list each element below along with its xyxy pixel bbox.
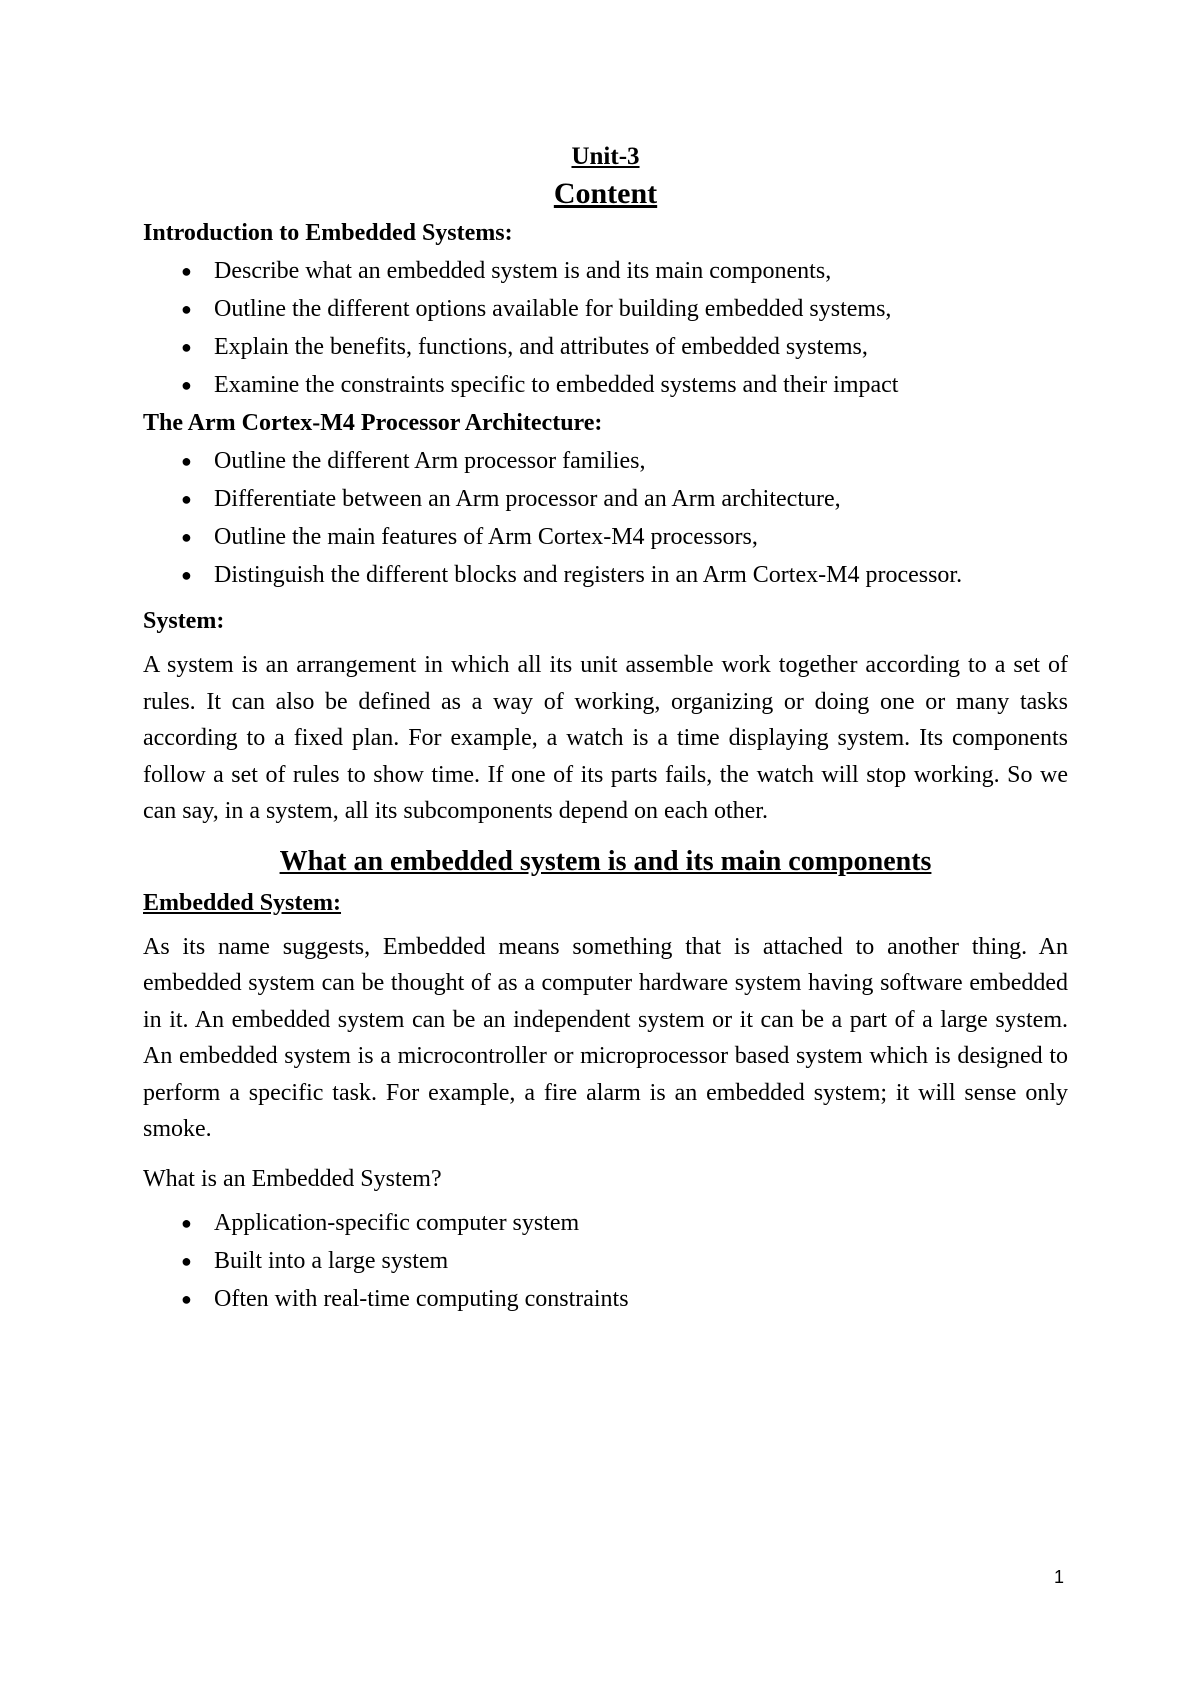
unit-title: Unit-3 [571,143,640,170]
bullet-icon: ● [181,1288,192,1309]
list-item [143,328,1068,366]
list-item-text: Outline the different options available for building embedded systems, [214,296,892,322]
intro-heading: Introduction to Embedded Systems: [143,220,513,246]
section-title: What an embedded system is and its main components [279,845,932,877]
list-item [143,442,1068,480]
spacer [143,640,1068,647]
list-item-text: Explain the benefits, functions, and attributes of embedded systems, [214,334,868,360]
page-content [143,140,1068,1318]
embedded-heading: Embedded System: [143,889,342,916]
list-item [143,290,1068,328]
bullet-icon: ● [181,375,192,395]
content-title: Content [553,177,658,210]
list-item-text: Outline the main features of Arm Cortex-M4 processors, [214,524,758,550]
list-item-text: Application-specific computer system [214,1209,580,1236]
system-paragraph: A system is an arrangement in which all its unit assemble work together according to a set of rules. It can also be defined as a way of working, organizing or doing one or many tasks according to a fixed plan. For example, a watch is a time displaying system. Its components follow a set of rules to show time. If one of its parts fails, the watch will stop working. So we can say, in a system, all its subcomponents depend on each other. [143,652,1068,824]
list-item-text: Often with real-time computing constraints [214,1285,629,1312]
list-item [143,366,1068,404]
list-item [143,518,1068,556]
arm-heading: The Arm Cortex-M4 Processor Architecture: [143,410,603,436]
list-item-text: Differentiate between an Arm processor and an Arm architecture, [214,486,841,512]
list-item [143,1242,1068,1280]
bullet-icon: ● [181,1250,192,1271]
arm-bullet-list [143,442,1068,594]
list-item-text: Outline the different Arm processor families, [214,448,646,474]
list-item [143,556,1068,594]
bullet-icon: ● [181,1212,192,1233]
bullet-icon: ● [181,337,192,357]
bullet-icon: ● [181,565,192,585]
bullet-icon: ● [181,451,192,471]
list-item-text: Distinguish the different blocks and registers in an Arm Cortex-M4 processor. [214,562,963,588]
embedded-paragraph: As its name suggests, Embedded means something that is attached to another thing. An embedded system can be thought of as a computer hardware system having software embedded in it. An embedded system can be an independent system or it can be a part of a large system. An embedded system is a microcontroller or microprocessor based system which is designed to perform a specific task. For example, a fire alarm is an embedded system; it will sense only smoke. [143,933,1068,1142]
spacer [143,594,1068,602]
bullet-icon: ● [181,299,192,319]
page-number: 1 [1054,1567,1065,1587]
list-item-text: Examine the constraints specific to embedded systems and their impact [214,372,899,398]
intro-bullet-list [143,252,1068,404]
spacer [143,922,1068,929]
list-item [143,480,1068,518]
spacer [143,830,1068,842]
system-heading: System: [143,608,225,634]
bullet-icon: ● [181,527,192,547]
list-item [143,1204,1068,1242]
bullet-icon: ● [181,489,192,509]
spacer [143,1148,1068,1160]
embedded-bullet-list [143,1204,1068,1318]
list-item-text: Built into a large system [214,1247,449,1274]
list-item [143,252,1068,290]
list-item-text: Describe what an embedded system is and its main components, [214,258,832,284]
bullet-icon: ● [181,261,192,281]
list-item [143,1280,1068,1318]
embedded-question: What is an Embedded System? [143,1165,442,1192]
